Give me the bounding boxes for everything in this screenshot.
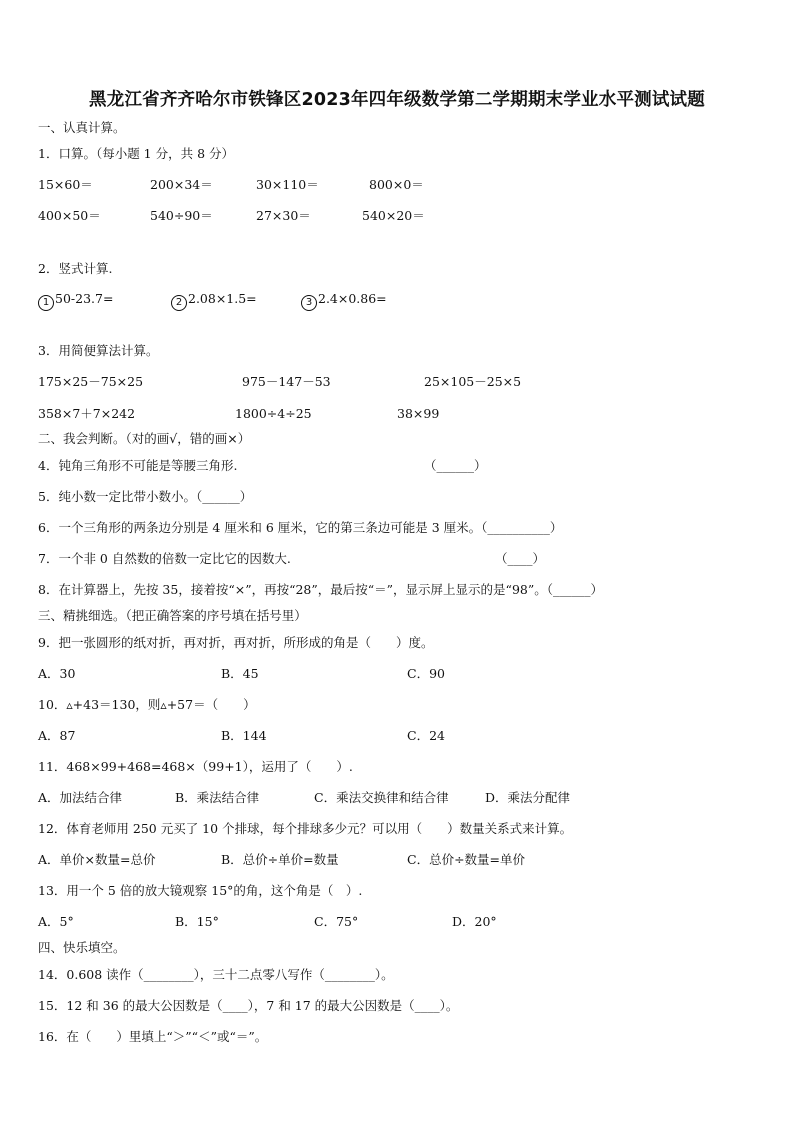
oral-calc-item: 15×60＝ bbox=[38, 177, 93, 192]
circled-number: 1 bbox=[38, 295, 54, 311]
question-3: 3．用简便算法计算。 bbox=[38, 343, 159, 358]
simplify-calc-item: 1800÷4÷25 bbox=[235, 406, 312, 421]
question-6: 6．一个三角形的两条边分别是 4 厘米和 6 厘米，它的第三条边可能是 3 厘米。（__________） bbox=[38, 520, 563, 535]
circled-number: 2 bbox=[171, 295, 187, 311]
exam-title: 黑龙江省齐齐哈尔市铁锋区2023年四年级数学第二学期期末学业水平测试试题 bbox=[89, 90, 705, 110]
simplify-calc-item: 25×105－25×5 bbox=[424, 374, 522, 389]
question-1: 1．口算。（每小题 1 分，共 8 分） bbox=[38, 146, 235, 161]
simplify-calc-item: 38×99 bbox=[397, 406, 440, 421]
oral-calc-item: 540×20＝ bbox=[362, 208, 425, 223]
question-4: 4．钝角三角形不可能是等腰三角形. bbox=[38, 458, 238, 473]
option-c: C．90 bbox=[407, 666, 445, 681]
question-8: 8．在计算器上，先按 35，接着按“×”，再按“28”，最后按“＝”，显示屏上显示的是“98”。（______） bbox=[38, 582, 603, 597]
oral-calc-item: 30×110＝ bbox=[256, 177, 319, 192]
question-12: 12．体育老师用 250 元买了 10 个排球，每个排球多少元？可以用（ ）数量关系式来计算。 bbox=[38, 821, 573, 836]
option-b: B．144 bbox=[221, 728, 267, 743]
question-11: 11．468×99+468=468×（99+1），运用了（ ）. bbox=[38, 759, 353, 774]
question-15: 15．12 和 36 的最大公因数是（____），7 和 17 的最大公因数是（____）。 bbox=[38, 998, 459, 1013]
oral-calc-item: 200×34＝ bbox=[150, 177, 213, 192]
section-heading-1: 一、认真计算。 bbox=[38, 120, 126, 135]
option-c: C．总价÷数量=单价 bbox=[407, 852, 526, 867]
section-heading-4: 四、快乐填空。 bbox=[38, 940, 126, 955]
question-2: 2．竖式计算. bbox=[38, 261, 113, 276]
option-d: D．乘法分配律 bbox=[485, 790, 571, 805]
question-13: 13．用一个 5 倍的放大镜观察 15°的角，这个角是（ ）. bbox=[38, 883, 363, 898]
simplify-calc-item: 358×7＋7×242 bbox=[38, 406, 136, 421]
section-heading-2: 二、我会判断。（对的画√，错的画×） bbox=[38, 431, 251, 446]
answer-blank: （______） bbox=[424, 458, 487, 473]
option-c: C．24 bbox=[407, 728, 445, 743]
option-b: B．15° bbox=[175, 914, 219, 929]
vertical-calc-item: 1 50-23.7= bbox=[38, 291, 113, 311]
question-9: 9．把一张圆形的纸对折，再对折，再对折，所形成的角是（ ）度。 bbox=[38, 635, 434, 650]
question-5: 5．纯小数一定比带小数小。（______） bbox=[38, 489, 253, 504]
circled-number: 3 bbox=[301, 295, 317, 311]
option-a: A．30 bbox=[38, 666, 76, 681]
option-a: A．单价×数量=总价 bbox=[38, 852, 156, 867]
question-14: 14．0.608 读作（________），三十二点零八写作（________）。 bbox=[38, 967, 394, 982]
simplify-calc-item: 975－147－53 bbox=[242, 374, 331, 389]
oral-calc-item: 27×30＝ bbox=[256, 208, 311, 223]
option-d: D．20° bbox=[452, 914, 497, 929]
simplify-calc-item: 175×25－75×25 bbox=[38, 374, 144, 389]
question-10: 10．▵+43＝130，则▵+57＝（ ） bbox=[38, 697, 256, 712]
option-c: C．75° bbox=[314, 914, 359, 929]
question-7: 7．一个非 0 自然数的倍数一定比它的因数大. bbox=[38, 551, 291, 566]
option-a: A．87 bbox=[38, 728, 76, 743]
section-heading-3: 三、精挑细选。（把正确答案的序号填在括号里） bbox=[38, 608, 307, 623]
vertical-calc-item: 2 2.08×1.5= bbox=[171, 291, 257, 311]
answer-blank: （____） bbox=[495, 551, 546, 566]
option-a: A．加法结合律 bbox=[38, 790, 123, 805]
option-b: B．总价÷单价=数量 bbox=[221, 852, 339, 867]
option-a: A．5° bbox=[38, 914, 74, 929]
oral-calc-item: 800×0＝ bbox=[369, 177, 424, 192]
oral-calc-item: 540÷90＝ bbox=[150, 208, 213, 223]
oral-calc-item: 400×50＝ bbox=[38, 208, 101, 223]
question-16: 16．在（ ）里填上“＞”“＜”或“＝”。 bbox=[38, 1029, 268, 1044]
option-b: B．乘法结合律 bbox=[175, 790, 260, 805]
option-b: B．45 bbox=[221, 666, 259, 681]
option-c: C．乘法交换律和结合律 bbox=[314, 790, 449, 805]
vertical-calc-item: 3 2.4×0.86= bbox=[301, 291, 387, 311]
